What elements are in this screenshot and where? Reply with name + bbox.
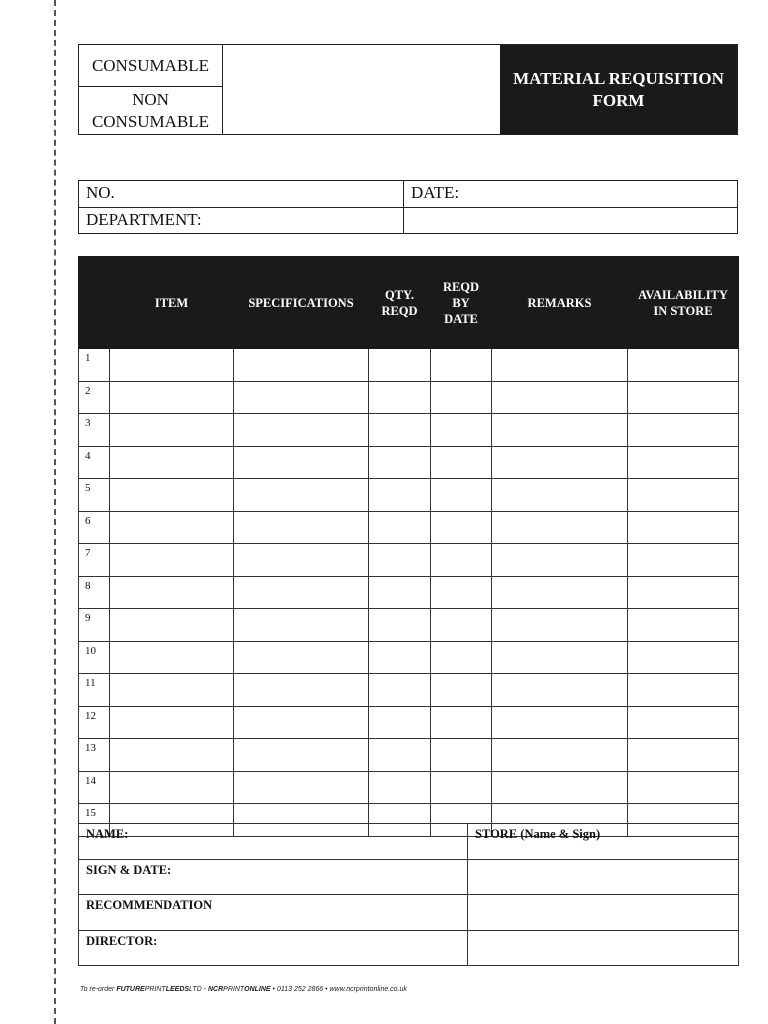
- col-header-reqd-by-date: REQD BY DATE: [431, 257, 492, 349]
- reqd-by-date-cell[interactable]: [431, 641, 492, 674]
- remarks-cell[interactable]: [492, 414, 628, 447]
- reqd-by-date-cell[interactable]: [431, 446, 492, 479]
- sign-date-field[interactable]: [79, 859, 468, 895]
- non-consumable-label-line1: NON: [132, 89, 169, 109]
- specifications-cell[interactable]: [234, 641, 369, 674]
- item-cell[interactable]: [110, 511, 234, 544]
- item-cell[interactable]: [110, 479, 234, 512]
- item-cell[interactable]: [110, 674, 234, 707]
- reqd-by-date-cell[interactable]: [431, 576, 492, 609]
- qty-reqd-cell[interactable]: [369, 739, 431, 772]
- store-label: STORE (Name & Sign): [475, 827, 601, 841]
- consumable-label: CONSUMABLE: [91, 55, 210, 75]
- form-title-line2: FORM: [592, 90, 645, 110]
- availability-cell[interactable]: [628, 706, 739, 739]
- specifications-cell[interactable]: [234, 381, 369, 414]
- form-title-line1: MATERIAL REQUISITION: [513, 68, 724, 88]
- specifications-cell[interactable]: [234, 349, 369, 382]
- availability-cell[interactable]: [628, 446, 739, 479]
- remarks-cell[interactable]: [492, 446, 628, 479]
- item-cell[interactable]: [110, 446, 234, 479]
- no-label: NO.: [86, 183, 115, 202]
- items-table: [78, 256, 739, 837]
- type-selector: [79, 45, 223, 134]
- item-cell[interactable]: [110, 576, 234, 609]
- item-cell[interactable]: [110, 414, 234, 447]
- table-row: [79, 674, 739, 707]
- remarks-cell[interactable]: [492, 511, 628, 544]
- remarks-cell[interactable]: [492, 479, 628, 512]
- remarks-cell[interactable]: [492, 609, 628, 642]
- date-field[interactable]: [404, 181, 737, 207]
- row-number: 7: [79, 544, 110, 577]
- table-row: [79, 511, 739, 544]
- non-consumable-option[interactable]: [79, 87, 222, 134]
- qty-reqd-cell[interactable]: [369, 706, 431, 739]
- row-number: 1: [79, 349, 110, 382]
- remarks-cell[interactable]: [492, 381, 628, 414]
- table-row: [79, 609, 739, 642]
- form-title: [500, 45, 737, 134]
- date-label: DATE:: [411, 183, 460, 202]
- qty-reqd-cell[interactable]: [369, 641, 431, 674]
- qty-reqd-cell[interactable]: [369, 674, 431, 707]
- remarks-cell[interactable]: [492, 739, 628, 772]
- availability-cell[interactable]: [628, 609, 739, 642]
- recommendation-field[interactable]: [79, 895, 468, 931]
- director-label: DIRECTOR:: [86, 933, 158, 948]
- name-field[interactable]: [79, 824, 468, 860]
- table-row: [79, 739, 739, 772]
- specifications-cell[interactable]: [234, 739, 369, 772]
- row-number: 15: [79, 804, 110, 837]
- no-field[interactable]: [79, 181, 404, 207]
- specifications-cell[interactable]: [234, 674, 369, 707]
- recommendation-extra-field[interactable]: [468, 895, 739, 931]
- store-field[interactable]: [468, 824, 739, 860]
- specifications-cell[interactable]: [234, 511, 369, 544]
- availability-cell[interactable]: [628, 414, 739, 447]
- director-extra-field[interactable]: [468, 930, 739, 966]
- qty-reqd-cell[interactable]: [369, 479, 431, 512]
- item-cell[interactable]: [110, 544, 234, 577]
- availability-cell[interactable]: [628, 576, 739, 609]
- table-row: [79, 576, 739, 609]
- type-mark-area[interactable]: [223, 45, 500, 134]
- row-number: 14: [79, 771, 110, 804]
- reqd-by-date-cell[interactable]: [431, 674, 492, 707]
- table-row: [79, 349, 739, 382]
- qty-reqd-cell[interactable]: [369, 349, 431, 382]
- specifications-cell[interactable]: [234, 576, 369, 609]
- director-field[interactable]: [79, 930, 468, 966]
- col-header-qty-reqd: QTY. REQD: [369, 257, 431, 349]
- availability-cell[interactable]: [628, 349, 739, 382]
- table-row: [79, 706, 739, 739]
- store-sign-field[interactable]: [468, 859, 739, 895]
- recommendation-label: RECOMMENDATION: [86, 898, 213, 912]
- qty-reqd-cell[interactable]: [369, 576, 431, 609]
- table-row: [79, 381, 739, 414]
- specifications-cell[interactable]: [234, 771, 369, 804]
- remarks-cell[interactable]: [492, 576, 628, 609]
- reqd-by-date-cell[interactable]: [431, 706, 492, 739]
- qty-reqd-cell[interactable]: [369, 511, 431, 544]
- reqd-by-date-cell[interactable]: [431, 414, 492, 447]
- reqd-by-date-cell[interactable]: [431, 609, 492, 642]
- reorder-footer: To re-order FUTUREPRINTLEEDSLTD - NCRPRINTONLINE • 0113 252 2866 • www.ncrprintonline.co.uk: [80, 986, 407, 993]
- availability-cell[interactable]: [628, 381, 739, 414]
- col-header-item: ITEM: [110, 257, 234, 349]
- row-number: 10: [79, 641, 110, 674]
- row-number: 2: [79, 381, 110, 414]
- reqd-by-date-cell[interactable]: [431, 511, 492, 544]
- qty-reqd-cell[interactable]: [369, 609, 431, 642]
- reqd-by-date-cell[interactable]: [431, 739, 492, 772]
- availability-cell[interactable]: [628, 479, 739, 512]
- table-row: [79, 544, 739, 577]
- table-row: [79, 446, 739, 479]
- availability-cell[interactable]: [628, 511, 739, 544]
- col-header-remarks: REMARKS: [492, 257, 628, 349]
- row-number: 13: [79, 739, 110, 772]
- col-header-availability: AVAILABILITY IN STORE: [628, 257, 739, 349]
- availability-cell[interactable]: [628, 739, 739, 772]
- availability-cell[interactable]: [628, 641, 739, 674]
- remarks-cell[interactable]: [492, 706, 628, 739]
- form-info: [78, 180, 738, 234]
- row-number: 6: [79, 511, 110, 544]
- item-cell[interactable]: [110, 771, 234, 804]
- department-field[interactable]: [79, 208, 404, 234]
- table-row: [79, 414, 739, 447]
- specifications-cell[interactable]: [234, 544, 369, 577]
- specifications-cell[interactable]: [234, 446, 369, 479]
- row-number: 5: [79, 479, 110, 512]
- row-number: 12: [79, 706, 110, 739]
- remarks-cell[interactable]: [492, 349, 628, 382]
- department-extra-field[interactable]: [404, 208, 737, 234]
- reqd-by-date-cell[interactable]: [431, 544, 492, 577]
- remarks-cell[interactable]: [492, 674, 628, 707]
- row-number: 4: [79, 446, 110, 479]
- items-header-row: [79, 257, 739, 349]
- col-header-number: [79, 257, 110, 349]
- item-cell[interactable]: [110, 349, 234, 382]
- table-row: [79, 641, 739, 674]
- item-cell[interactable]: [110, 609, 234, 642]
- department-label: DEPARTMENT:: [86, 210, 202, 229]
- row-number: 9: [79, 609, 110, 642]
- specifications-cell[interactable]: [234, 479, 369, 512]
- item-cell[interactable]: [110, 739, 234, 772]
- item-cell[interactable]: [110, 641, 234, 674]
- item-cell[interactable]: [110, 706, 234, 739]
- perforation-line: [54, 0, 56, 1024]
- remarks-cell[interactable]: [492, 641, 628, 674]
- remarks-cell[interactable]: [492, 544, 628, 577]
- row-number: 11: [79, 674, 110, 707]
- signoff-table: [78, 823, 739, 966]
- consumable-option[interactable]: [79, 45, 222, 87]
- qty-reqd-cell[interactable]: [369, 381, 431, 414]
- row-number: 8: [79, 576, 110, 609]
- table-row: [79, 479, 739, 512]
- qty-reqd-cell[interactable]: [369, 414, 431, 447]
- reqd-by-date-cell[interactable]: [431, 381, 492, 414]
- table-row: [79, 771, 739, 804]
- col-header-specifications: SPECIFICATIONS: [234, 257, 369, 349]
- name-label: NAME:: [86, 827, 129, 841]
- qty-reqd-cell[interactable]: [369, 771, 431, 804]
- non-consumable-label-line2: CONSUMABLE: [91, 111, 210, 131]
- availability-cell[interactable]: [628, 674, 739, 707]
- sign-date-label: SIGN & DATE:: [86, 862, 172, 877]
- specifications-cell[interactable]: [234, 414, 369, 447]
- qty-reqd-cell[interactable]: [369, 446, 431, 479]
- remarks-cell[interactable]: [492, 771, 628, 804]
- specifications-cell[interactable]: [234, 706, 369, 739]
- reqd-by-date-cell[interactable]: [431, 771, 492, 804]
- qty-reqd-cell[interactable]: [369, 544, 431, 577]
- availability-cell[interactable]: [628, 771, 739, 804]
- availability-cell[interactable]: [628, 544, 739, 577]
- form-header: [78, 44, 738, 135]
- reqd-by-date-cell[interactable]: [431, 349, 492, 382]
- row-number: 3: [79, 414, 110, 447]
- specifications-cell[interactable]: [234, 609, 369, 642]
- item-cell[interactable]: [110, 381, 234, 414]
- reqd-by-date-cell[interactable]: [431, 479, 492, 512]
